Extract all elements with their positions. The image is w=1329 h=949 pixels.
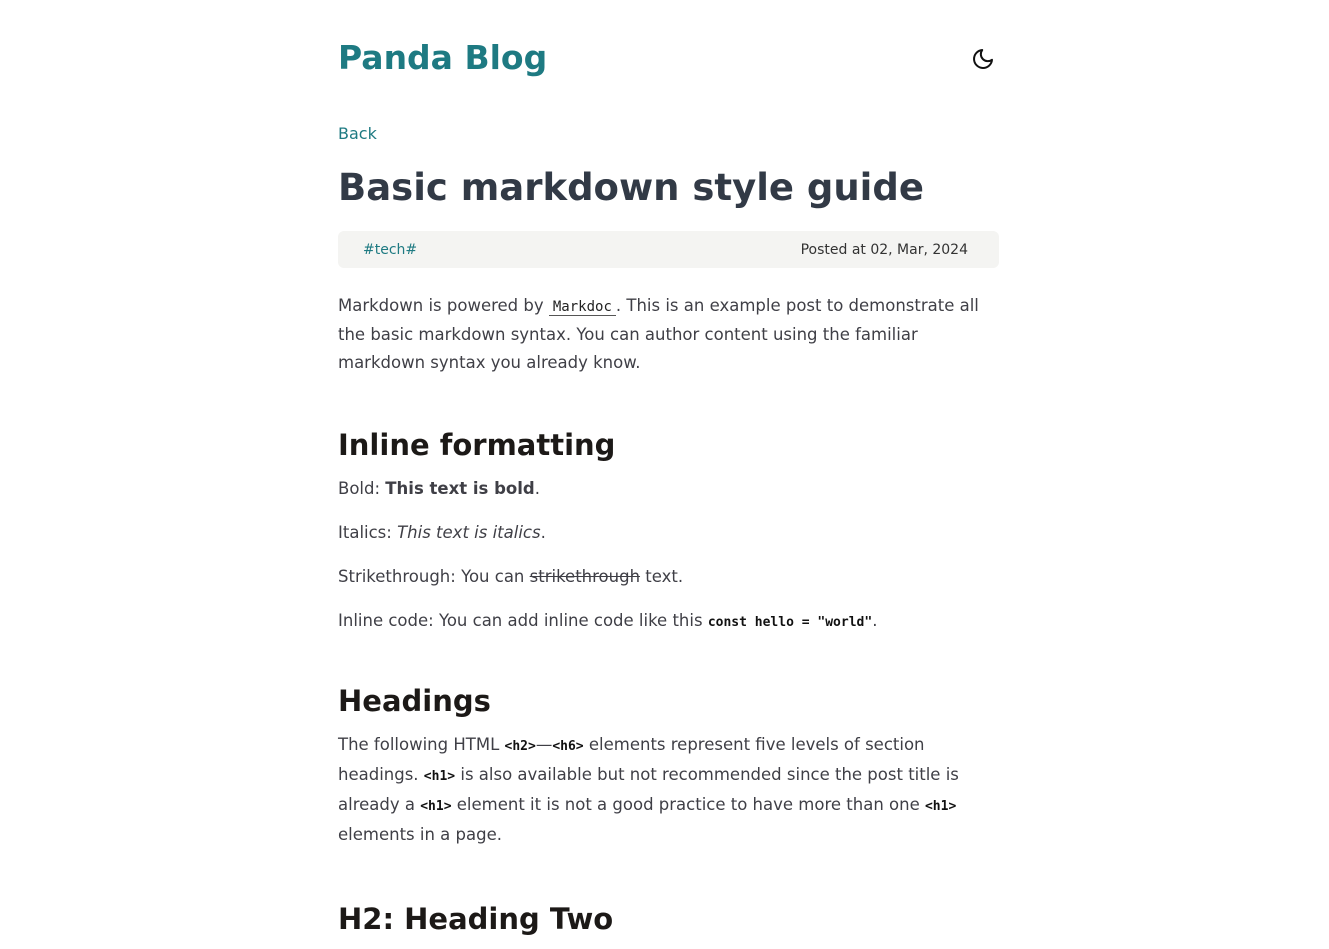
period: . [540, 523, 546, 542]
bold-text: This text is bold [385, 479, 535, 498]
code-h2: <h2> [504, 739, 536, 754]
period: . [534, 479, 540, 498]
site-header [338, 0, 999, 92]
strike-text: strikethrough [529, 567, 641, 586]
intro-paragraph [338, 292, 999, 377]
h2-heading: H2: Heading Two [338, 902, 614, 936]
post-title: Basic markdown style guide [338, 166, 924, 209]
strike-label: Strikethrough: You can [338, 567, 530, 586]
bold-paragraph [338, 475, 999, 503]
strike-after: text. [640, 567, 684, 586]
headings-text-2: elements represent five levels of section headings. [338, 735, 925, 784]
headings-heading: Headings [338, 684, 491, 718]
strike-paragraph [338, 563, 999, 591]
code-h6: <h6> [552, 739, 584, 754]
em-dash: — [535, 735, 553, 754]
code-h1: <h1> [423, 769, 456, 784]
code-h1: <h1> [420, 799, 452, 814]
headings-text-5: elements in a page. [338, 825, 502, 844]
intro-text-before: Markdown is powered by [338, 296, 549, 315]
h2-section [338, 901, 999, 937]
markdoc-link[interactable]: Markdoc [549, 299, 616, 316]
italic-paragraph [338, 519, 999, 547]
headings-paragraph [338, 731, 999, 849]
code-label: Inline code: You can add inline code like this [338, 611, 708, 630]
inline-formatting-section [338, 427, 999, 637]
period: . [872, 611, 878, 630]
code-h1: <h1> [924, 799, 957, 814]
page-container [338, 0, 999, 936]
site-title-link[interactable]: Panda Blog [338, 38, 548, 77]
italic-label: Italics: [338, 523, 398, 542]
tag-link[interactable]: #tech# [363, 242, 418, 258]
headings-section [338, 683, 999, 849]
post-content [338, 292, 999, 949]
code-paragraph [338, 607, 999, 637]
headings-text-1: The following HTML [338, 735, 505, 754]
headings-text-3: is also available but not recommended since the post title is already a [338, 765, 959, 814]
bold-label: Bold: [338, 479, 386, 498]
posted-date: Posted at 02, Mar, 2024 [800, 242, 968, 258]
intro-text-after: . This is an example post to demonstrate all the basic markdown syntax. You can author content using the familiar markdown syntax you already know. [338, 296, 979, 372]
italic-text: This text is italics [397, 523, 541, 542]
moon-icon[interactable] [971, 47, 995, 71]
back-link[interactable]: Back [338, 124, 377, 143]
inline-formatting-heading: Inline formatting [338, 428, 616, 462]
headings-text-4: element it is not a good practice to have more than one [451, 795, 925, 814]
post-meta-bar [338, 231, 999, 268]
inline-code: const hello = "world" [707, 615, 873, 630]
